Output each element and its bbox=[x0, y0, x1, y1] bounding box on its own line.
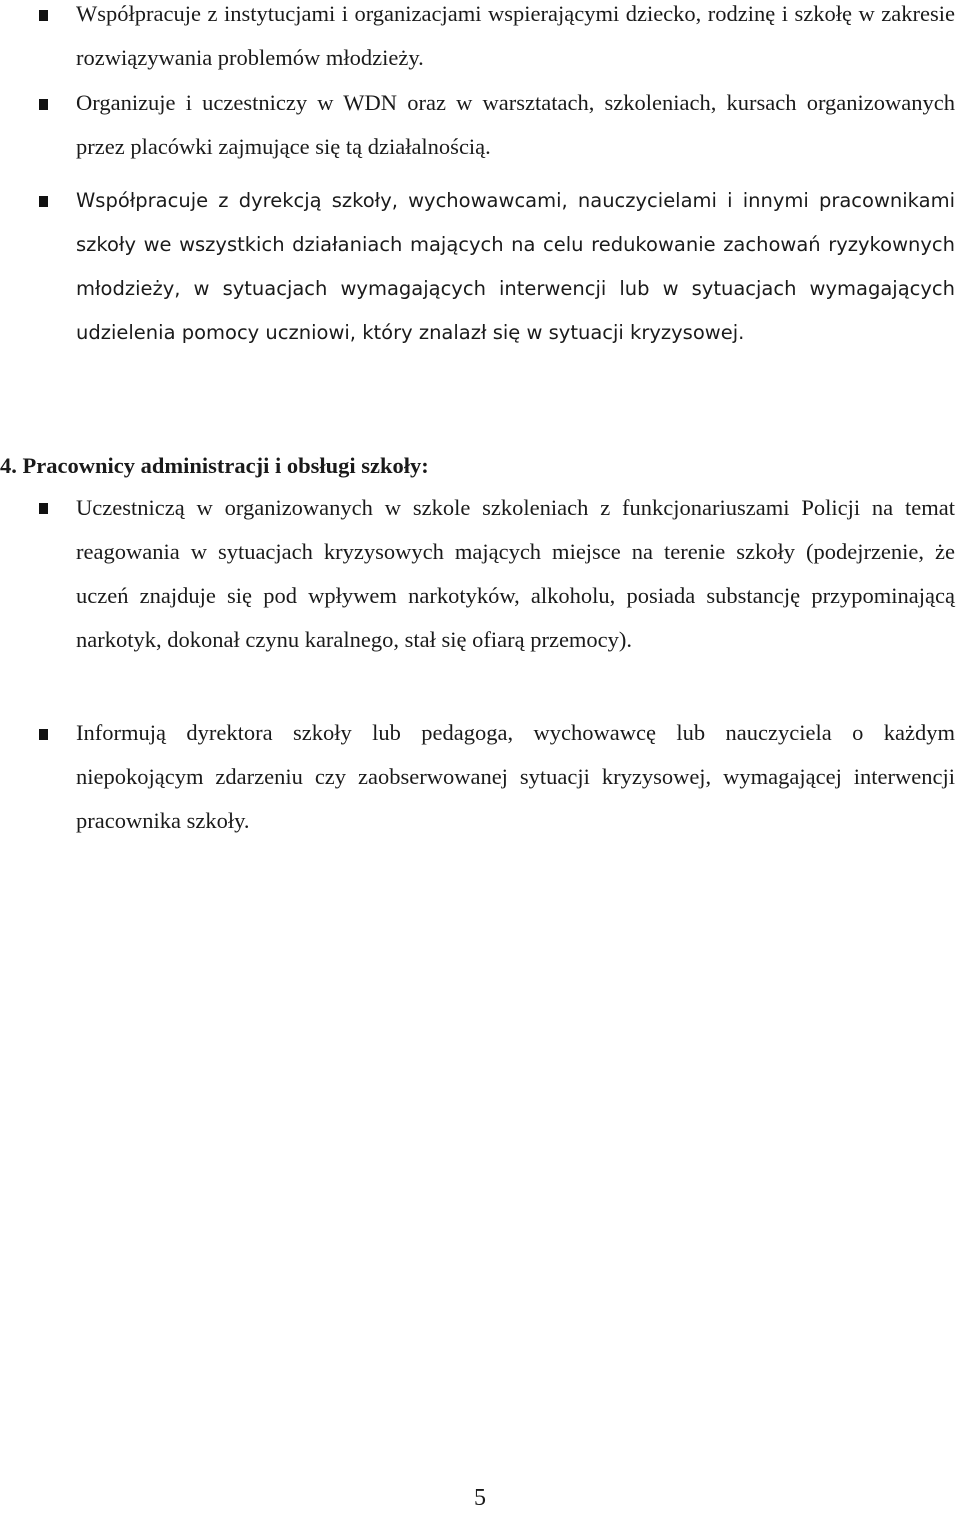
page-number: 5 bbox=[474, 1485, 486, 1511]
list-item-text: Uczestniczą w organizowanych w szkole szkoleniach z funkcjonariuszami Policji na temat reagowania w sytuacjach kryzysowych mających miejsce na terenie szkoły (podejrzenie, że uczeń znajduje się pod wpływem narkotyków, alkoholu, posiada substancję przypominającą narkotyk, dokonał czynu karalnego, stał się ofiarą przemocy). bbox=[76, 495, 955, 652]
square-bullet-icon bbox=[39, 99, 48, 110]
section-heading: 4. Pracownicy administracji i obsługi szkoły: bbox=[0, 453, 429, 478]
square-bullet-icon bbox=[39, 10, 48, 21]
list-item-text: Współpracuje z instytucjami i organizacjami wspierającymi dziecko, rodzinę i szkołę w zakresie rozwiązywania problemów młodzieży. bbox=[76, 1, 955, 70]
square-bullet-icon bbox=[39, 729, 48, 740]
list-item-text: Informują dyrektora szkoły lub pedagoga, wychowawcę lub nauczyciela o każdym niepokojącym zdarzeniu czy zaobserwowanej sytuacji kryzysowej, wymagającej interwencji pracownika szkoły. bbox=[76, 720, 955, 833]
square-bullet-icon bbox=[39, 503, 48, 514]
square-bullet-icon bbox=[39, 196, 48, 207]
list-item-text: Organizuje i uczestniczy w WDN oraz w warsztatach, szkoleniach, kursach organizowanych przez placówki zajmujące się tą działalnością. bbox=[76, 90, 955, 159]
list-item-text: Współpracuje z dyrekcją szkoły, wychowawcami, nauczycielami i innymi pracownikami szkoły we wszystkich działaniach mających na celu redukowanie zachowań ryzykownych młodzieży, w sytuacjach wymagających interwencji lub w sytuacjach wymagających udzielenia pomocy uczniowi, który znalazł się w sytuacji kryzysowej. bbox=[76, 189, 955, 344]
